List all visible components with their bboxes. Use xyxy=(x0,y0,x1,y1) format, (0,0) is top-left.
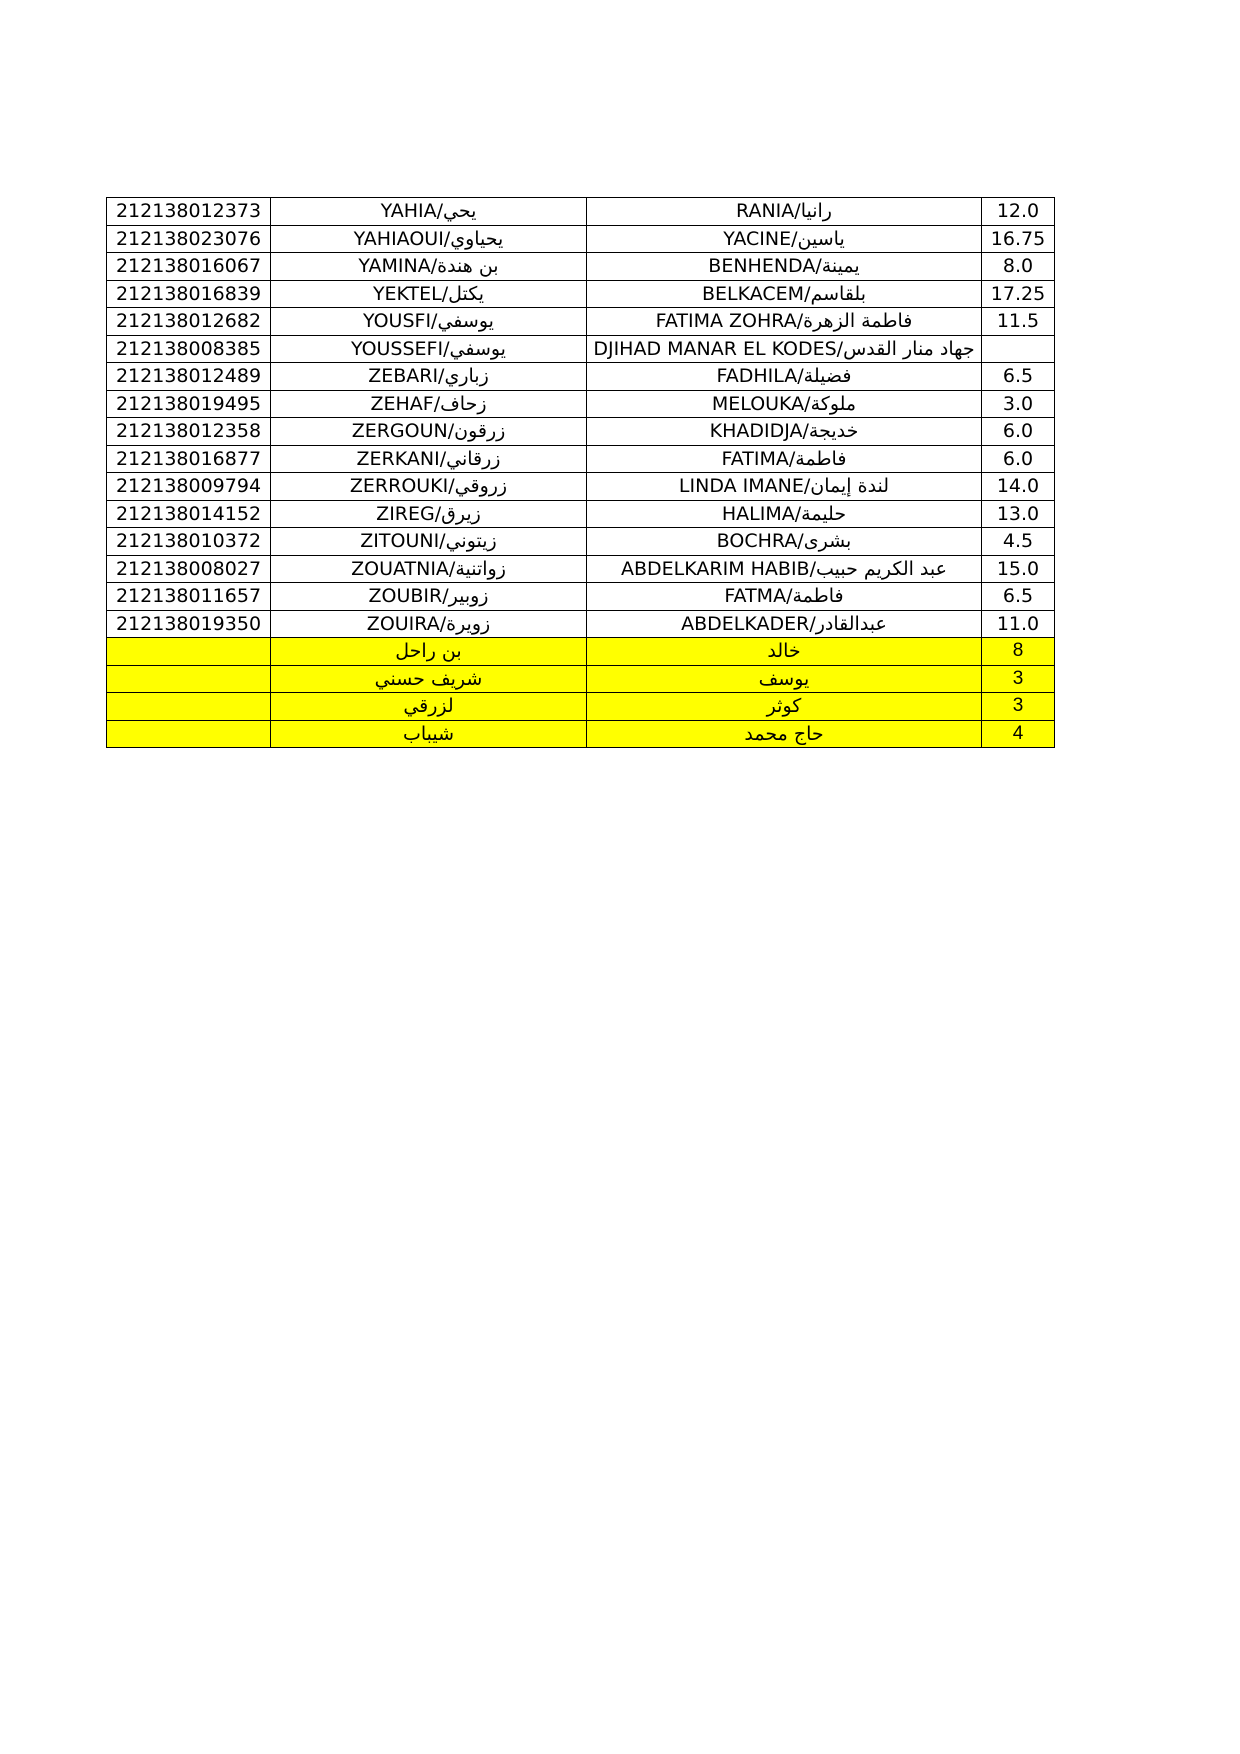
score-cell: 4.5 xyxy=(982,528,1055,556)
table-row xyxy=(107,253,1055,281)
last-name-cell: ZERKANI/زرقاني xyxy=(271,445,587,473)
table-row xyxy=(107,528,1055,556)
registration-number-cell: 212138019495 xyxy=(107,390,271,418)
last-name-cell: شريف حسني xyxy=(271,665,587,693)
first-name-cell: BENHENDA/يمينة xyxy=(587,253,982,281)
score-cell: 6.5 xyxy=(982,583,1055,611)
first-name-cell: حاج محمد xyxy=(587,720,982,748)
last-name-cell: YAHIA/يحي xyxy=(271,198,587,226)
first-name-cell: LINDA IMANE/لندة إيمان xyxy=(587,473,982,501)
first-name-cell: BELKACEM/بلقاسم xyxy=(587,280,982,308)
registration-number-cell: 212138008385 xyxy=(107,335,271,363)
registration-number-cell: 212138012373 xyxy=(107,198,271,226)
score-cell: 8 xyxy=(982,638,1055,666)
first-name-cell: FATMA/فاطمة xyxy=(587,583,982,611)
table-row xyxy=(107,335,1055,363)
last-name-cell: ZITOUNI/زيتوني xyxy=(271,528,587,556)
registration-number-cell xyxy=(107,693,271,721)
last-name-cell: ZOUBIR/زوبير xyxy=(271,583,587,611)
score-cell: 15.0 xyxy=(982,555,1055,583)
registration-number-cell: 212138008027 xyxy=(107,555,271,583)
score-cell: 14.0 xyxy=(982,473,1055,501)
table-body xyxy=(107,198,1055,748)
registration-number-cell: 212138012489 xyxy=(107,363,271,391)
last-name-cell: بن راحل xyxy=(271,638,587,666)
score-cell: 6.0 xyxy=(982,445,1055,473)
score-cell: 11.0 xyxy=(982,610,1055,638)
last-name-cell: لزرقي xyxy=(271,693,587,721)
first-name-cell: ABDELKADER/عبدالقادر xyxy=(587,610,982,638)
last-name-cell: ZEHAF/زحاف xyxy=(271,390,587,418)
table-row xyxy=(107,500,1055,528)
first-name-cell: FADHILA/فضيلة xyxy=(587,363,982,391)
table-row xyxy=(107,555,1055,583)
table-row xyxy=(107,473,1055,501)
last-name-cell: ZOUATNIA/زواتنية xyxy=(271,555,587,583)
last-name-cell: ZEBARI/زباري xyxy=(271,363,587,391)
first-name-cell: YACINE/ياسين xyxy=(587,225,982,253)
first-name-cell: FATIMA ZOHRA/فاطمة الزهرة xyxy=(587,308,982,336)
last-name-cell: ZERGOUN/زرقون xyxy=(271,418,587,446)
first-name-cell: يوسف xyxy=(587,665,982,693)
highlighted-row xyxy=(107,693,1055,721)
score-cell: 4 xyxy=(982,720,1055,748)
score-cell: 12.0 xyxy=(982,198,1055,226)
registration-number-cell: 212138012682 xyxy=(107,308,271,336)
last-name-cell: YEKTEL/يكتل xyxy=(271,280,587,308)
table-row xyxy=(107,280,1055,308)
registration-number-cell: 212138016877 xyxy=(107,445,271,473)
table-row xyxy=(107,225,1055,253)
last-name-cell: YAMINA/بن هندة xyxy=(271,253,587,281)
score-cell: 11.5 xyxy=(982,308,1055,336)
first-name-cell: ABDELKARIM HABIB/عبد الكريم حبيب xyxy=(587,555,982,583)
last-name-cell: YOUSFI/يوسفي xyxy=(271,308,587,336)
registration-number-cell: 212138009794 xyxy=(107,473,271,501)
score-cell: 3.0 xyxy=(982,390,1055,418)
score-cell: 17.25 xyxy=(982,280,1055,308)
last-name-cell: شيباب xyxy=(271,720,587,748)
registration-number-cell: 212138011657 xyxy=(107,583,271,611)
registration-number-cell: 212138016067 xyxy=(107,253,271,281)
table-row xyxy=(107,610,1055,638)
table-row xyxy=(107,308,1055,336)
score-cell: 3 xyxy=(982,693,1055,721)
registration-number-cell: 212138016839 xyxy=(107,280,271,308)
last-name-cell: YAHIAOUI/يحياوي xyxy=(271,225,587,253)
registration-number-cell: 212138019350 xyxy=(107,610,271,638)
first-name-cell: HALIMA/حليمة xyxy=(587,500,982,528)
highlighted-row xyxy=(107,720,1055,748)
last-name-cell: YOUSSEFI/يوسفي xyxy=(271,335,587,363)
score-cell: 6.0 xyxy=(982,418,1055,446)
registration-number-cell xyxy=(107,638,271,666)
first-name-cell: FATIMA/فاطمة xyxy=(587,445,982,473)
table-row xyxy=(107,363,1055,391)
registration-number-cell: 212138010372 xyxy=(107,528,271,556)
table-row xyxy=(107,198,1055,226)
last-name-cell: ZIREG/زيرق xyxy=(271,500,587,528)
table-row xyxy=(107,418,1055,446)
first-name-cell: خالد xyxy=(587,638,982,666)
table-row xyxy=(107,390,1055,418)
first-name-cell: MELOUKA/ملوكة xyxy=(587,390,982,418)
score-cell: 6.5 xyxy=(982,363,1055,391)
table-row xyxy=(107,445,1055,473)
registration-number-cell xyxy=(107,720,271,748)
score-cell: 3 xyxy=(982,665,1055,693)
registration-number-cell: 212138023076 xyxy=(107,225,271,253)
registration-number-cell: 212138014152 xyxy=(107,500,271,528)
highlighted-row xyxy=(107,638,1055,666)
score-cell: 16.75 xyxy=(982,225,1055,253)
first-name-cell: كوثر xyxy=(587,693,982,721)
score-cell xyxy=(982,335,1055,363)
highlighted-row xyxy=(107,665,1055,693)
table-row xyxy=(107,583,1055,611)
first-name-cell: KHADIDJA/خديجة xyxy=(587,418,982,446)
results-table xyxy=(106,197,1055,748)
last-name-cell: ZOUIRA/زويرة xyxy=(271,610,587,638)
first-name-cell: RANIA/رانيا xyxy=(587,198,982,226)
score-cell: 8.0 xyxy=(982,253,1055,281)
first-name-cell: DJIHAD MANAR EL KODES/جهاد منار القدس xyxy=(587,335,982,363)
registration-number-cell: 212138012358 xyxy=(107,418,271,446)
last-name-cell: ZERROUKI/زروقي xyxy=(271,473,587,501)
first-name-cell: BOCHRA/بشرى xyxy=(587,528,982,556)
score-cell: 13.0 xyxy=(982,500,1055,528)
registration-number-cell xyxy=(107,665,271,693)
